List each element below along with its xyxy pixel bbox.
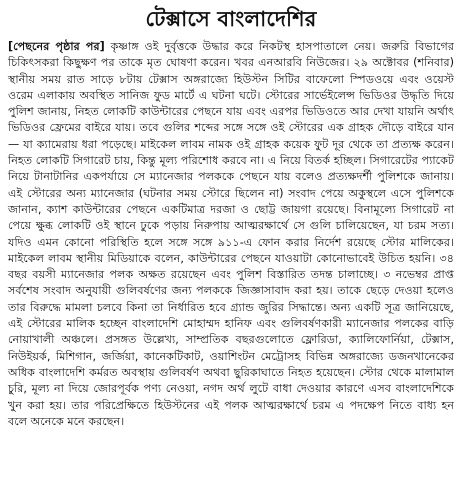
continued-from-label: [পেছনের পৃষ্ঠার পর] bbox=[8, 40, 105, 53]
article-headline: টেক্সাসে বাংলাদেশির bbox=[145, 7, 317, 31]
article-body bbox=[8, 39, 454, 430]
article-body-text: কৃষ্ণাঙ্গ ওই দুর্বৃত্তকে উদ্ধার করে নিকটস্থ হাসপাতালে নেয়। জরুরি বিভাগের চিকিৎসকরা কিছুক্ষণ পর তাকে মৃত ঘোষণা করেন। খবর এনআরবি নিউজের। ২৯ অক্টোবর (শনিবার) স্থানীয় সময় রাত সাড়ে ৮টায় টেক্সাস অঙ্গরাজ্যে হিউস্টন সিটির বাফেলো স্পিডওয়ে এবং ওয়েস্ট ওরেম এলাকায় অবস্থিত সানিজ ফুড মার্টে এ ঘটনা ঘটে। স্টোরের সার্ভেইলেন্স ভিডিওর উদ্ধৃতি দিয়ে পুলিশ জানায়, নিহত লোকটি কাউন্টারের পেছনে যায় এবং এরপর ভিডিওতে আর দেখা যায়নি অর্থাৎ ভিডিওর ফ্রেমের বাইরে যায়। তবে গুলির শব্দের সঙ্গে সঙ্গে ওই স্টোরের এক গ্রাহক দৌড়ে বাইরে যান— যা ক্যামেরায় ধরা পড়েছে। মাইকেল লাবম নামক ওই গ্রাহক কয়েক ফুট দূর থেকে তা প্রত্যক্ষ করেন। নিহত লোকটি সিগারেট চায়, কিন্তু মূল্য পরিশোধ করবে না। এ নিয়ে বিতর্ক হচ্ছিল। সিগারেটের প্যাকেট নিয়ে টানাটানির একপর্যায়ে সে ম্যানেজার পলককে পেছনে যায় বলেও প্রত্যক্ষদর্শী পুলিশকে জানায়। এই স্টোরের অন্য ম্যানেজার (ঘটনার সময় স্টোরে ছিলেন না) সংবাদ পেয়ে অকুস্থলে এসে পুলিশকে জানান, ক্যাশ কাউন্টারের পেছনে একটিমাত্র দরজা ও ছোট্ট জায়গা রয়েছে। বিনামূল্যে সিগারেট না পেয়ে ক্ষুব্ধ লোকটি ওই স্থানে ঢুকে পড়ায় নিরুপায় আত্মরক্ষার্থে সে গুলি চালিয়েছেন, যা চরম সত্য। যদিও এমন কোনো পরিস্থিতি হলে সঙ্গে সঙ্গে ৯১১-এ ফোন করার নির্দেশ রয়েছে স্টোর মালিকের। মাইকেল লাবম স্থানীয় মিডিয়াকে বলেন, কাউন্টারের পেছনে যাওয়াটা কোনোভাবেই উচিত হয়নি। ৩৪ বছর বয়সী ম্যানেজার পলক অক্ষত রয়েছেন এবং পুলিশ বিস্তারিত তদন্ত চালাচ্ছে। ৩ নভেম্বর প্রাপ্ত সর্বশেষ সংবাদ অনুযায়ী গুলিবর্ষণের জন্য পলককে জিজ্ঞাসাবাদ করা হয়। তাকে ছেড়ে দেওয়া হলেও তার বিরুদ্ধে মামলা চলবে কিনা তা নির্ধারিত হবে গ্র্যান্ড জুরির সিদ্ধান্তে। অন্য একটি সূত্র জানিয়েছে, এই স্টোরের মালিক হচ্ছেন বাংলাদেশি মোহাম্মদ হানিফ এবং গুলিবর্ষণকারী ম্যানেজার পলকের বাড়ি নোয়াখালী অঞ্চলে। প্রসঙ্গত উল্লেখ্য, সাম্প্রতিক বছরগুলোতে ফ্লোরিডা, ক্যালিফোর্নিয়া, টেক্সাস, নিউইয়র্ক, মিশিগান, জর্জিয়া, কানেকটিকাট, ওয়াশিংটন মেট্রোসহ বিভিন্ন অঙ্গরাজ্যে ডজনখানেকের অধিক বাংলাদেশি কর্মরত অবস্থায় গুলিবর্ষণ অথবা ছুরিকাঘাতে নিহত হয়েছেন। স্টোর থেকে মালামাল চুরি, মূল্য না দিয়ে জোরপূর্বক পণ্য নেওয়া, নগদ অর্থ লুটে বাধা দেওয়ার কারণে এসব বাংলাদেশিকে খুন করা হয়। তার পরিপ্রেক্ষিতে হিউস্টনের এই পলক আত্মরক্ষার্থে চরম এ পদক্ষেপ নিতে বাধ্য হন বলে অনেকে মনে করছেন। bbox=[8, 40, 454, 428]
